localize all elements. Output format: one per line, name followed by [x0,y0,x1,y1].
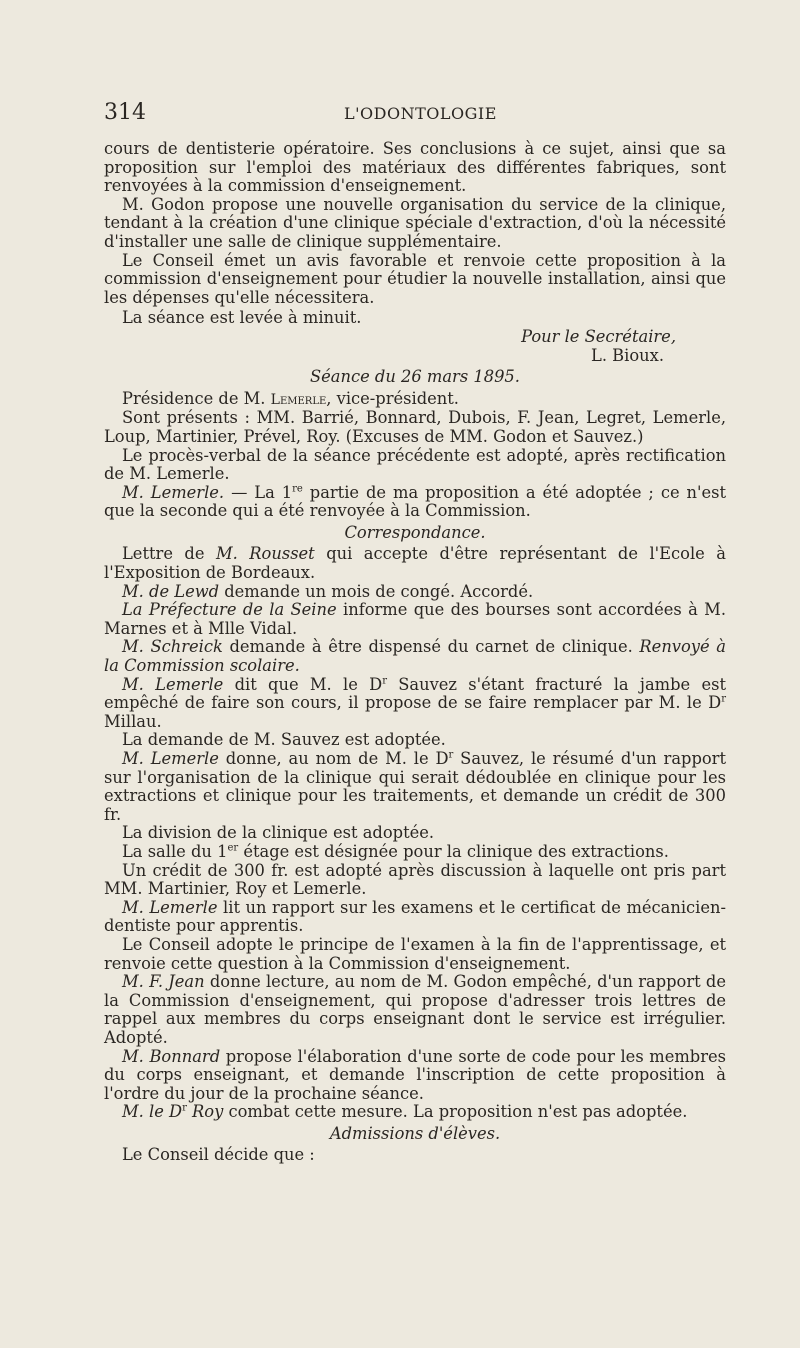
text: Présidence de M. [122,388,271,408]
paragraph [104,973,726,1047]
paragraph: Un crédit de 300 fr. est adopté après discussion à laquelle ont pris part MM. Martinier, Roy et Lemerle. [104,860,726,899]
text: — La 1 [224,482,293,502]
paragraph [104,545,726,582]
paragraph: Le Conseil émet un avis favorable et renvoie cette proposition à la commission d'enseignement pour étudier la nouvelle installation, ainsi que les dépenses qu'elle nécessitera. [104,250,726,307]
text: donne, au nom de M. le D [218,749,449,768]
person: M. Lemerle [122,897,218,917]
page-header [104,100,724,130]
page-body [104,140,726,1165]
text: Lettre de [122,544,216,564]
superscript: r [721,693,726,705]
text: Sauvez, le résumé d'un rapport sur l'organisation de la clinique qui serait dédoublée en clinique pour les extractions et clinique pour les traitements, et demande un crédit de 300 fr. [104,749,726,824]
superscript: re [292,483,303,495]
paragraph: M. Godon propose une nouvelle organisation du service de la clinique, tendant à la création d'une clinique spéciale d'extraction, d'où la nécessité d'installer une salle de clinique supplémentaire. [104,194,726,251]
text: , vice-président. [326,388,459,408]
paragraph: La demande de M. Sauvez est adoptée. [122,730,446,750]
section-heading [104,524,726,543]
text: informe que des bourses sont accordées à M. Marnes et à Mlle Vidal. [104,600,726,638]
paragraph [104,638,726,675]
paragraph [104,484,726,521]
paragraph: cours de dentisterie opératoire. Ses conclusions à ce sujet, ainsi que sa proposition sur l'emploi des matériaux des différentes fabriques, sont renvoyées à la commission d'enseignement. [104,139,726,196]
person: M. de Lewd [122,581,220,601]
paragraph [104,583,726,602]
paragraph: Sont présents : MM. Barrié, Bonnard, Dubois, F. Jean, Legret, Lemerle, Loup, Martinier, Prével, Roy. (Excuses de MM. Godon et Sauvez.) [104,408,726,446]
person: La Préfecture de la Seine [122,600,337,620]
decision: Renvoyé à la Commission scolaire. [104,637,726,676]
paragraph: La division de la clinique est adoptée. [122,823,435,843]
signature-name: L. Bioux. [591,345,664,365]
text: donne lecture, au nom de M. Godon empêché, d'un rapport de la Commission d'enseignement, qui propose d'adresser trois lettres de rappel aux membres du corps enseignant dont le service est irrégulier. Adopté. [104,972,726,1047]
name: Lemerle [270,391,327,408]
text: La salle du 1 [122,841,228,861]
paragraph [104,750,726,824]
signature-title: Pour le Secrétaire, [521,326,676,346]
signature-line [104,328,726,347]
running-title: L'ODONTOLOGIE [344,104,497,123]
person: M. Rousset [215,544,315,564]
text: lit un rapport sur les examens et le certificat de mécanicien-dentiste pour apprentis. [104,897,726,936]
paragraph: Le Conseil décide que : [122,1145,315,1165]
text: dit que M. le D [223,674,383,694]
text: étage est désignée pour la clinique des extractions. [238,841,669,861]
paragraph [104,1048,726,1104]
person: M. le D [122,1102,183,1122]
paragraph: La séance est levée à minuit. [122,308,362,328]
paragraph [104,899,726,936]
superscript: r [448,749,454,761]
person: M. Lemerle [122,674,224,694]
correspondance-title: Correspondance. [344,522,486,542]
superscript: r [382,675,387,687]
person: M. Lemerle [122,749,219,768]
paragraph [104,601,726,638]
paragraph [104,843,726,862]
seance-title: Séance du 26 mars 1895. [310,367,520,387]
paragraph: Le procès-verbal de la séance précédente est adopté, après rectification de M. Lemerle. [104,445,726,484]
admissions-title: Admissions d'élèves. [329,1123,501,1143]
page-number: 314 [104,100,146,125]
person: M. Schreick [122,637,223,657]
text: qui accepte d'être représentant de l'Ecole à l'Exposition de Bordeaux. [104,544,726,583]
text: Sauvez s'étant fracturé la jambe est empêché de faire son cours, il propose de se faire remplacer par M. le D [104,674,726,713]
superscript: er [227,842,239,854]
paragraph [104,1103,726,1122]
section-heading [104,1125,726,1144]
text: Millau. [104,711,162,731]
speaker: M. Lemerle. [122,482,225,502]
text: propose l'élaboration d'une sorte de code pour les membres du corps enseignant, et demande l'inscription de cette proposition à l'ordre du jour de la prochaine séance. [104,1046,727,1103]
person: Roy [186,1102,224,1122]
person: M. F. Jean [122,972,205,992]
paragraph [104,676,726,732]
text: demande un mois de congé. Accordé. [219,581,534,601]
text: demande à être dispensé du carnet de clinique. [222,637,640,657]
person: M. Bonnard [122,1046,221,1066]
superscript: r [182,1102,187,1114]
text: combat cette mesure. La proposition n'est pas adoptée. [223,1102,688,1122]
section-heading [104,368,726,387]
paragraph [104,390,726,410]
paragraph: Le Conseil adopte le principe de l'examen à la fin de l'apprentissage, et renvoie cette question à la Commission d'enseignement. [104,934,726,973]
text: partie de ma proposition a été adoptée ; ce n'est que la seconde qui a été renvoyée à la Commission. [104,482,727,521]
